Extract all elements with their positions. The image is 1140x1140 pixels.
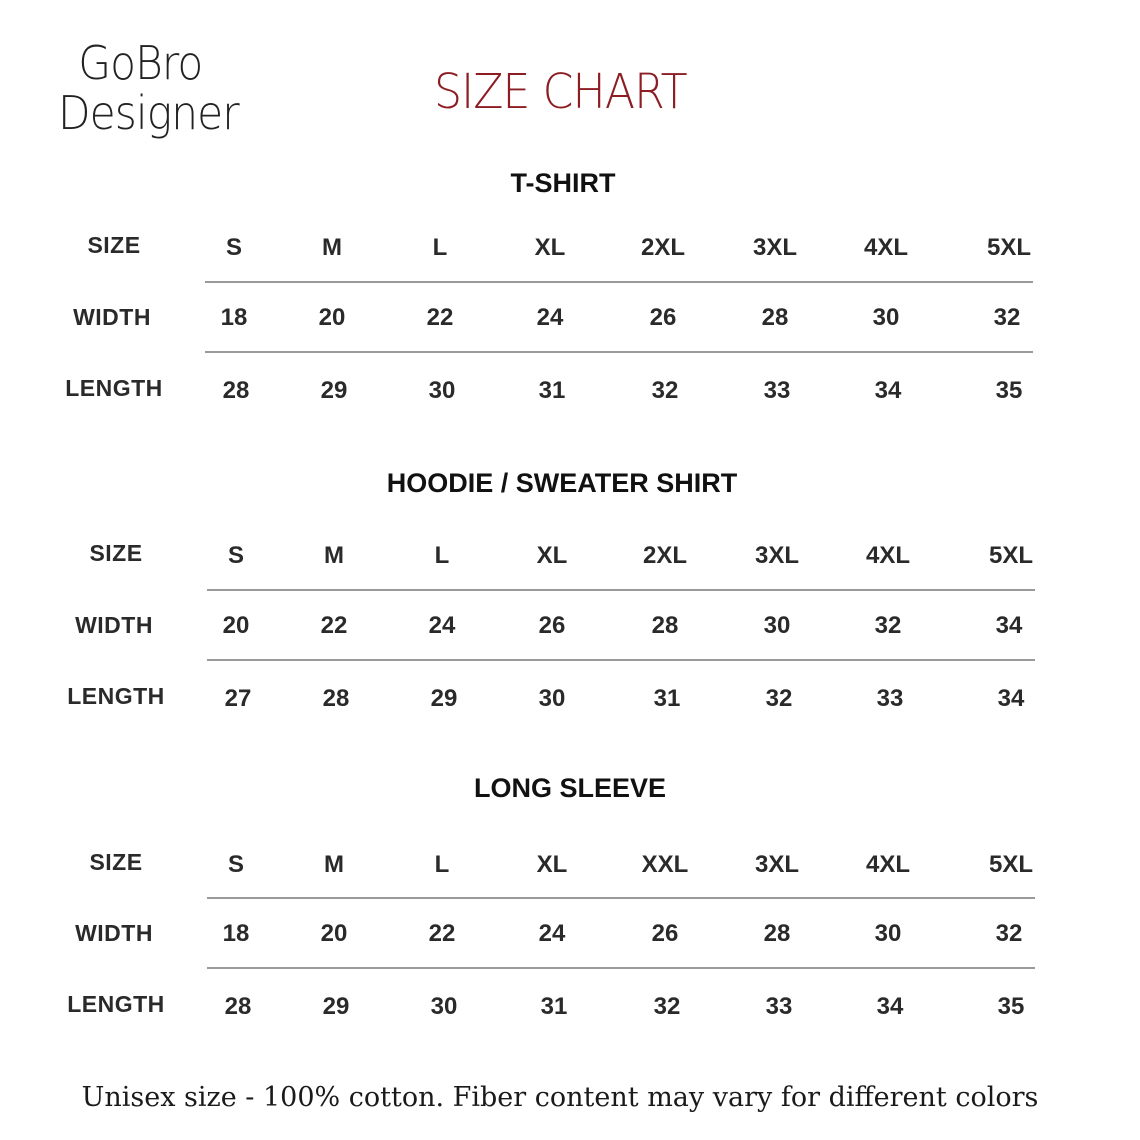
table-cell: 34 [876, 993, 904, 1020]
table-cell: 2XL [640, 234, 685, 261]
table-cell: 32 [651, 377, 679, 404]
table-cell: L [432, 234, 448, 261]
table-cell: 18 [222, 920, 250, 947]
logo-text-line1: GoBro [78, 36, 203, 90]
table-cell: 32 [993, 304, 1021, 331]
table-divider [205, 281, 1033, 283]
table-cell: 26 [649, 304, 677, 331]
table-divider [207, 659, 1035, 661]
table-cell: 27 [224, 685, 252, 712]
table-cell: S [227, 851, 244, 878]
row-label-width: WIDTH [73, 304, 151, 330]
table-cell: S [225, 234, 242, 261]
table-cell: 18 [220, 304, 248, 331]
table-cell: 30 [872, 304, 900, 331]
table-cell: 29 [430, 685, 458, 712]
table-cell: 28 [222, 377, 250, 404]
table-cell: 24 [536, 304, 564, 331]
table-cell: XL [536, 542, 568, 569]
table-cell: 20 [320, 920, 348, 947]
table-cell: 20 [318, 304, 346, 331]
table-cell: XL [536, 851, 568, 878]
table-cell: 34 [874, 377, 902, 404]
row-label-size: SIZE [89, 849, 143, 875]
table-cell: 35 [997, 993, 1025, 1020]
table-cell: 32 [995, 920, 1023, 947]
table-cell: 28 [651, 612, 679, 639]
row-label-size: SIZE [89, 540, 143, 566]
row-label-size: SIZE [87, 232, 141, 258]
table-cell: 31 [653, 685, 681, 712]
table-cell: 29 [320, 377, 348, 404]
table-divider [207, 589, 1035, 591]
table-cell: 33 [876, 685, 904, 712]
table-cell: 32 [653, 993, 681, 1020]
table-cell: 24 [428, 612, 456, 639]
table-cell: 5XL [986, 234, 1031, 261]
table-cell: 3XL [754, 851, 799, 878]
table-divider [205, 351, 1033, 353]
fabric-note: Unisex size - 100% cotton. Fiber content may vary for different colors [81, 1082, 1039, 1113]
table-cell: 32 [765, 685, 793, 712]
table-divider [207, 967, 1035, 969]
table-cell: 30 [428, 377, 456, 404]
table-cell: 35 [995, 377, 1023, 404]
table-cell: 33 [765, 993, 793, 1020]
table-cell: 26 [538, 612, 566, 639]
table-cell: 30 [763, 612, 791, 639]
brand-logo [58, 38, 268, 138]
table-cell: 3XL [754, 542, 799, 569]
table-cell: 26 [651, 920, 679, 947]
section-title: LONG SLEEVE [473, 773, 667, 803]
table-cell: L [434, 542, 450, 569]
table-cell: M [324, 542, 344, 569]
table-cell: M [322, 234, 342, 261]
table-cell: 4XL [865, 851, 910, 878]
table-cell: 4XL [863, 234, 908, 261]
section-title: HOODIE / SWEATER SHIRT [386, 468, 738, 498]
table-cell: 34 [997, 685, 1025, 712]
table-cell: 33 [763, 377, 791, 404]
section-title: T-SHIRT [510, 168, 616, 198]
table-cell: 29 [322, 993, 350, 1020]
table-cell: 30 [430, 993, 458, 1020]
table-cell: 2XL [642, 542, 687, 569]
table-cell: 32 [874, 612, 902, 639]
table-cell: 24 [538, 920, 566, 947]
table-cell: 28 [761, 304, 789, 331]
table-cell: 31 [540, 993, 568, 1020]
table-cell: M [324, 851, 344, 878]
table-cell: XL [534, 234, 566, 261]
row-label-length: LENGTH [67, 991, 165, 1017]
table-cell: 34 [995, 612, 1023, 639]
table-cell: 28 [224, 993, 252, 1020]
table-cell: XXL [641, 851, 689, 878]
table-cell: 4XL [865, 542, 910, 569]
row-label-width: WIDTH [75, 612, 153, 638]
table-cell: 28 [763, 920, 791, 947]
table-cell: 20 [222, 612, 250, 639]
table-cell: 22 [320, 612, 348, 639]
table-cell: 3XL [752, 234, 797, 261]
table-cell: 22 [426, 304, 454, 331]
table-cell: 30 [874, 920, 902, 947]
row-label-width: WIDTH [75, 920, 153, 946]
table-cell: 30 [538, 685, 566, 712]
page-title: SIZE CHART [434, 64, 687, 120]
logo-text-line2: Designer [58, 86, 239, 140]
row-label-length: LENGTH [67, 683, 165, 709]
table-cell: L [434, 851, 450, 878]
row-label-length: LENGTH [65, 375, 163, 401]
table-cell: 5XL [988, 851, 1033, 878]
table-cell: S [227, 542, 244, 569]
table-cell: 31 [538, 377, 566, 404]
table-cell: 22 [428, 920, 456, 947]
table-cell: 5XL [988, 542, 1033, 569]
table-cell: 28 [322, 685, 350, 712]
table-divider [207, 897, 1035, 899]
